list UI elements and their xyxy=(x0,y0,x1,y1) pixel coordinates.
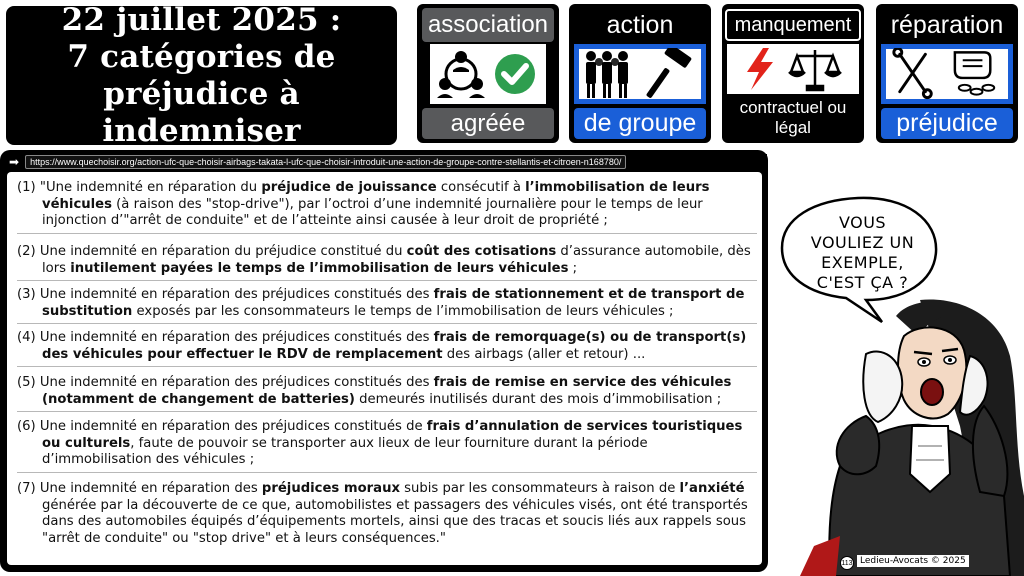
list-item xyxy=(17,180,757,234)
title-line-2: 7 catégories de xyxy=(67,38,336,75)
list-item-text: Une indemnité en réparation du préjudice constitué du xyxy=(39,244,407,259)
speech-bubble-text xyxy=(800,213,925,293)
source-url[interactable]: https://www.quechoisir.org/action-ufc-que-choisir-airbags-takata-l-ufc-que-choisir-introduit-une-action-de-groupe-contre-stellantis-et-citroen-n168780/ xyxy=(25,155,626,169)
card-action-icons xyxy=(574,44,706,104)
gavel-icon xyxy=(646,48,692,99)
title-line-1: 22 juillet 2025 : xyxy=(61,1,342,38)
card-action xyxy=(569,4,711,143)
list-item-emphasis: préjudice de jouissance xyxy=(261,180,437,195)
list-item-text: Une indemnité en réparation des préjudices constitués des xyxy=(39,287,434,302)
source-url-bar xyxy=(7,154,767,170)
list-item-text: Une indemnité en réparation des préjudices constitués de xyxy=(39,419,427,434)
card-reparation-head: réparation xyxy=(881,8,1013,42)
list-item-number: (5) xyxy=(17,375,40,390)
list-item-number: (6) xyxy=(17,419,40,434)
list-item-number: (7) xyxy=(17,481,40,496)
list-item-emphasis: frais d’annulation de services touristiques ou culturels xyxy=(42,419,743,451)
card-reparation-foot: préjudice xyxy=(881,108,1013,139)
tools-icon xyxy=(886,48,1008,100)
green-check-icon xyxy=(495,54,535,94)
card-association-foot: agréée xyxy=(422,108,554,139)
list-item xyxy=(17,375,757,412)
list-item-number: (3) xyxy=(17,287,40,302)
list-item-emphasis: frais de remorquage(s) ou de transport(s) des véhicules pour effectuer le RDV de remplacement xyxy=(42,330,747,362)
bubble-line-3: EXEMPLE, xyxy=(821,253,904,272)
card-association-icons xyxy=(430,44,546,104)
people-network-icon xyxy=(433,46,543,102)
card-action-head: action xyxy=(574,8,706,42)
list-item-text: Une indemnité en réparation des préjudices constitués des xyxy=(39,375,434,390)
list-item-text: consécutif à xyxy=(436,180,526,195)
card-association xyxy=(417,4,559,143)
card-manquement-icons xyxy=(727,44,859,94)
list-item-emphasis: frais de stationnement et de transport de substitution xyxy=(42,287,745,319)
list-item-emphasis: l’immobilisation de leurs véhicules xyxy=(42,180,710,212)
crowd-icon xyxy=(579,48,701,100)
scales-icon xyxy=(789,50,841,90)
list-item-text: demeurés inutilisés durant des mois d’immobilisation ; xyxy=(354,391,722,407)
list-item xyxy=(17,419,757,473)
list-item xyxy=(17,287,757,324)
list-item-text: "Une indemnité en réparation du xyxy=(39,180,262,195)
list-item-text: générée par la découverte de ce que, automobilistes et passagers des véhicules visés, ont été transportés dans des automobiles équipés d’équipements mortels, ainsi que des tracas et soucis liés aux rappels sous "arrêt de conduite" ou "stop drive" et à leurs conséquences." xyxy=(42,497,748,546)
list-item-text: , faute de pouvoir se transporter aux lieux de leur fourniture durant la période d’immobilisation des véhicules ; xyxy=(42,435,648,467)
list-item-text: Une indemnité en réparation des xyxy=(39,481,262,496)
list-item-emphasis: l’anxiété xyxy=(679,481,745,496)
list-item-text: exposés par les consommateurs le temps de l’immobilisation de leurs véhicules ; xyxy=(132,303,674,319)
card-manquement xyxy=(722,4,864,143)
lawyer-character-illustration xyxy=(800,296,1024,576)
list-item-text: d’assurance automobile, dès lors xyxy=(42,244,751,276)
list-item-number: (4) xyxy=(17,330,40,345)
list-item-emphasis: frais de remise en service des véhicules (notamment de changement de batteries) xyxy=(42,375,732,407)
bubble-line-1: VOUS xyxy=(838,213,887,232)
title-block xyxy=(6,1,397,149)
list-item-emphasis: préjudices moraux xyxy=(261,481,400,496)
lightning-icon xyxy=(733,46,853,92)
list-item-number: (1) xyxy=(17,180,40,195)
hand-coins-icon xyxy=(955,52,994,94)
list-item-number: (2) xyxy=(17,244,40,259)
list-item-text: (à raison des "stop-drive"), par l’octroi d’une indemnité journalière pour le temps de leur injonction d’"arrêt de conduite" et de l’atteinte ainsi causée à leur droit de propriété ; xyxy=(42,196,703,228)
arrow-right-icon: ➡ xyxy=(9,155,20,169)
list-item-text: Une indemnité en réparation des préjudices constitués des xyxy=(39,330,434,345)
list-item xyxy=(17,244,757,281)
copyright: Ledieu-Avocats © 2025 xyxy=(857,555,969,567)
bubble-line-4: C'EST ÇA ? xyxy=(816,273,909,292)
card-reparation-icons xyxy=(881,44,1013,104)
list-item-text: ; xyxy=(568,260,578,276)
card-reparation xyxy=(876,4,1018,143)
title-line-3: préjudice à indemniser xyxy=(102,75,301,149)
prejudice-list xyxy=(7,172,762,565)
list-item xyxy=(17,330,757,367)
page-number: 113 xyxy=(840,556,854,570)
card-action-foot: de groupe xyxy=(574,108,706,139)
bubble-line-2: VOULIEZ UN xyxy=(810,233,915,252)
card-manquement-foot: contractuel ou légal xyxy=(727,96,859,140)
list-item-emphasis: inutilement payées le temps de l’immobilisation de leurs véhicules xyxy=(70,260,569,276)
list-item-emphasis: coût des cotisations xyxy=(406,244,557,259)
card-association-head: association xyxy=(422,8,554,42)
list-item xyxy=(17,481,757,550)
list-item-text: subis par les consommateurs à raison de xyxy=(399,481,680,496)
list-item-text: des airbags (aller et retour) ... xyxy=(442,346,646,362)
card-manquement-head: manquement xyxy=(725,9,861,41)
